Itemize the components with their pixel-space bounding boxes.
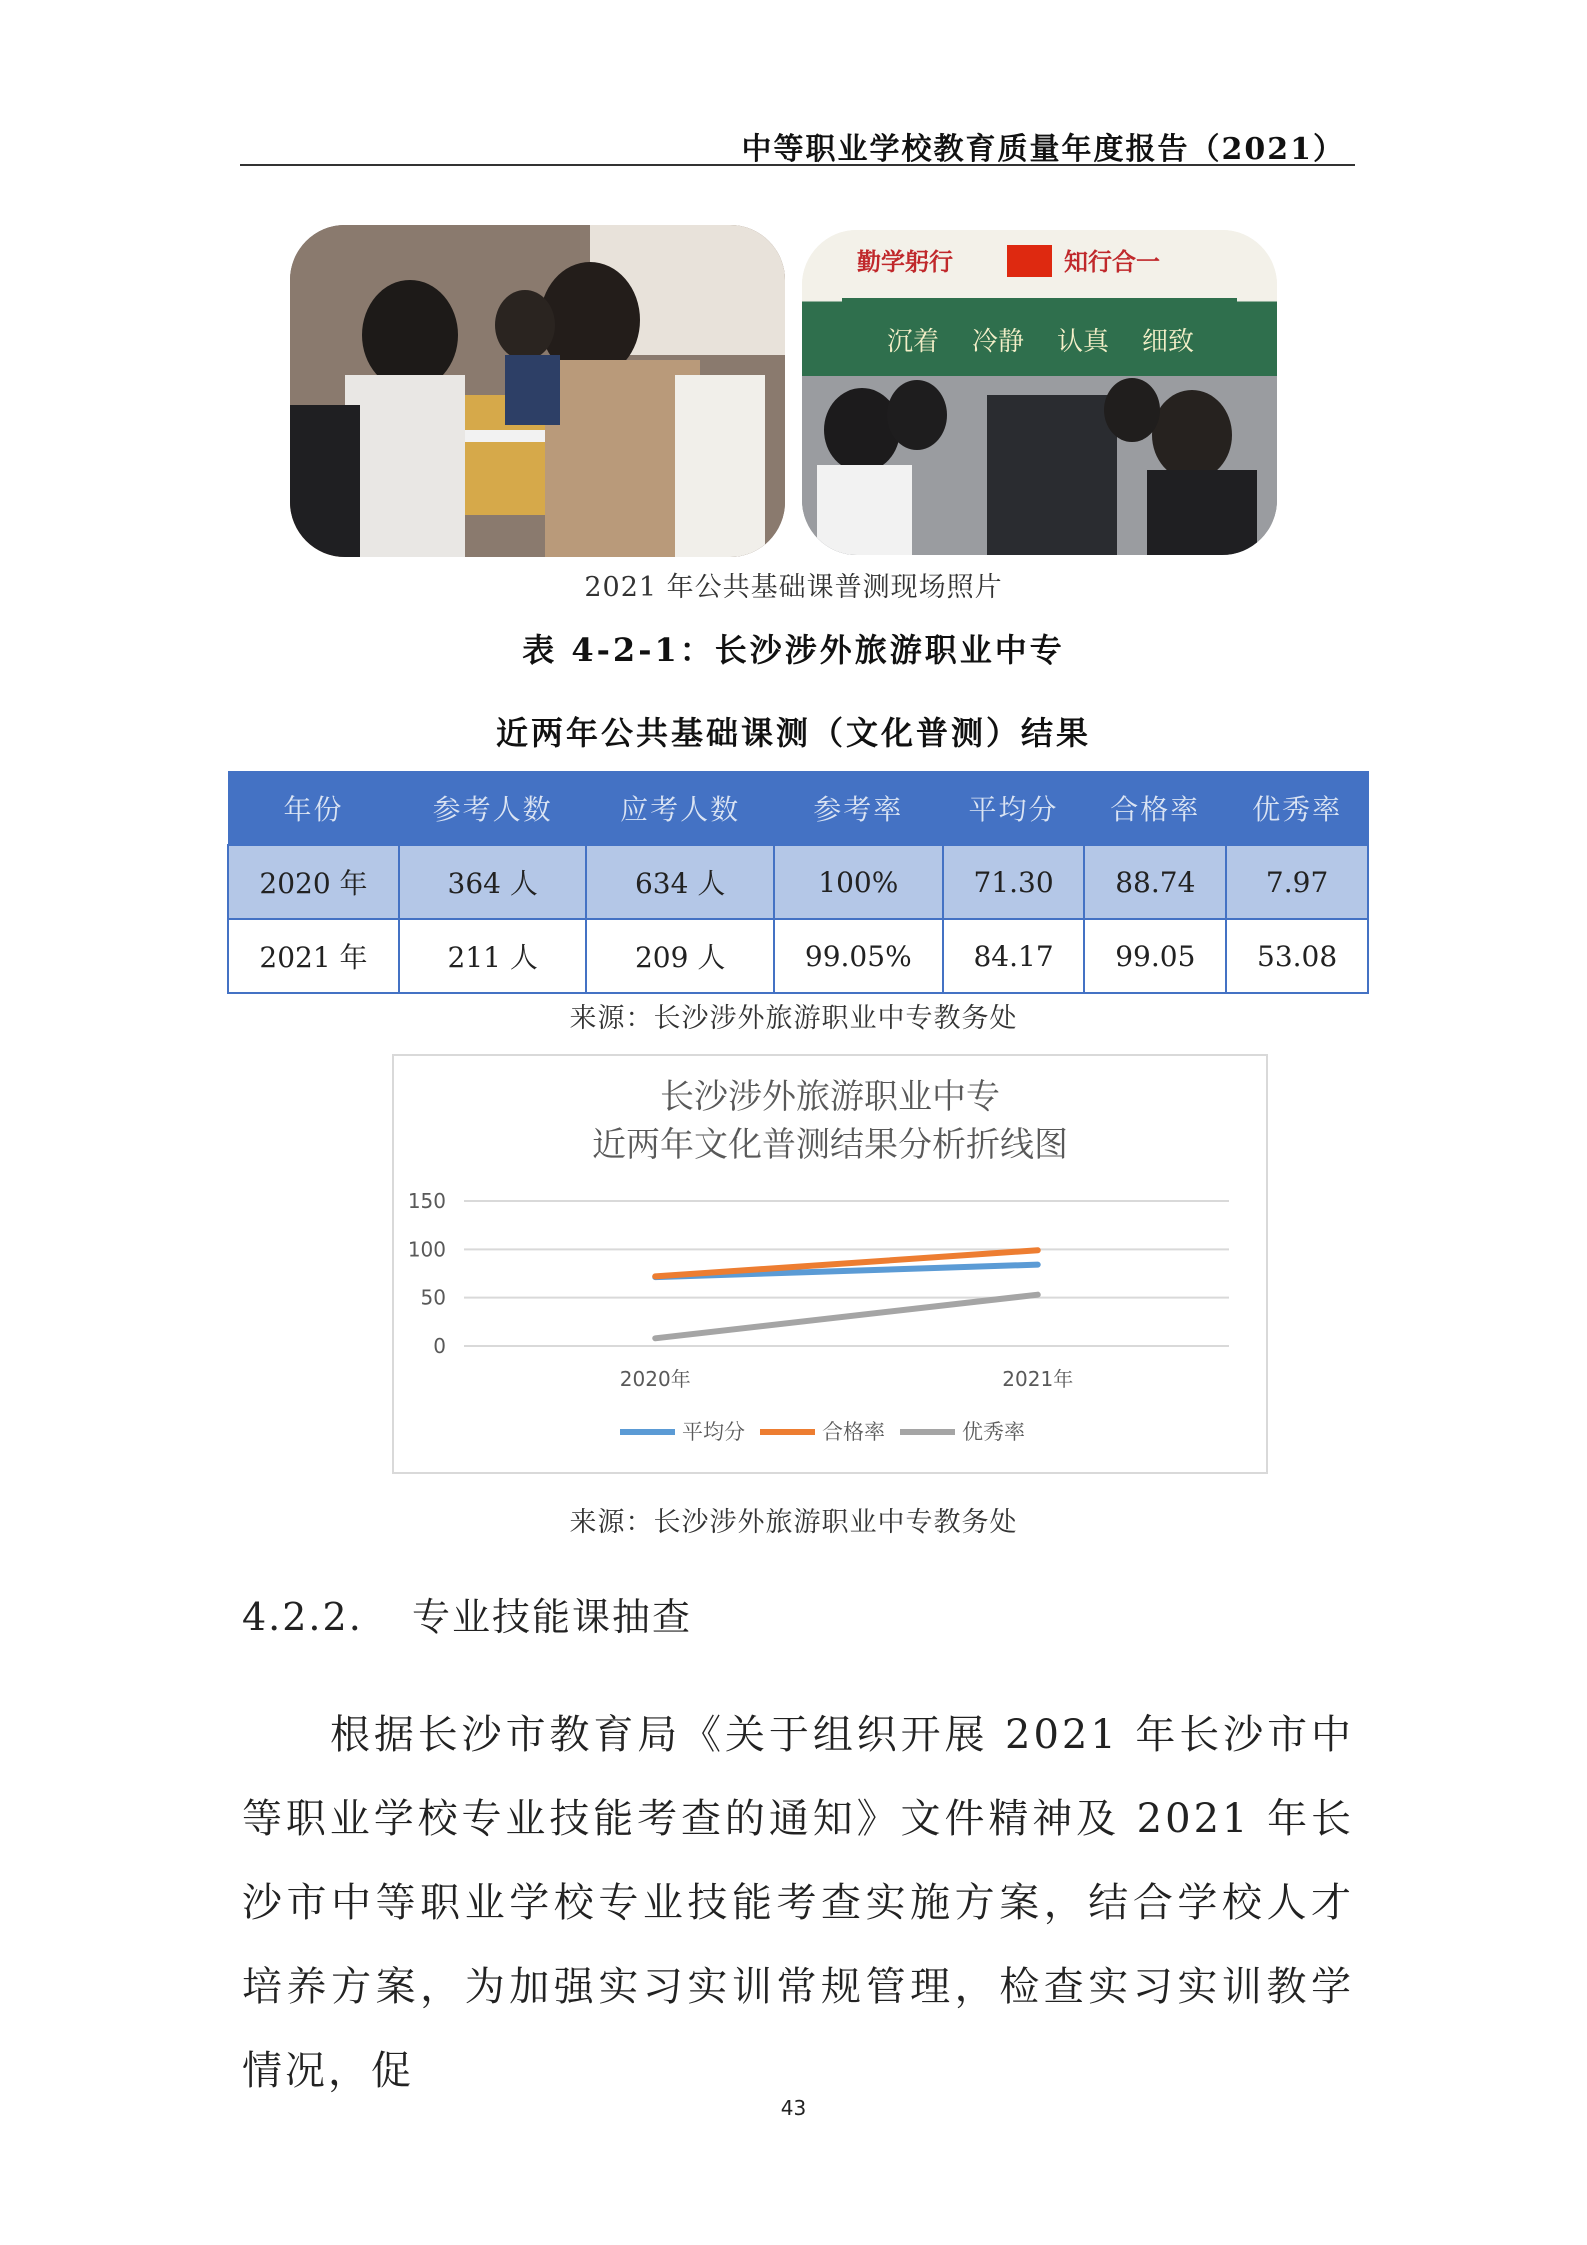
slogan-word-1: 沉着	[887, 327, 940, 357]
table-cell: 2021 年	[228, 919, 399, 993]
table-cell: 84.17	[943, 919, 1085, 993]
line-chart	[392, 1054, 1268, 1474]
slogan-word-4: 细致	[1142, 327, 1195, 357]
banner-left-text: 勤学躬行	[857, 247, 953, 276]
table-cell: 88.74	[1084, 845, 1226, 919]
table-cell: 364 人	[399, 845, 586, 919]
table-header-cell: 合格率	[1084, 772, 1226, 846]
table-cell: 99.05	[1084, 919, 1226, 993]
table-cell: 211 人	[399, 919, 586, 993]
table-header-cell: 应考人数	[586, 772, 773, 846]
x-tick-label: 2020年	[619, 1367, 691, 1391]
y-tick-label: 50	[420, 1285, 446, 1310]
table-cell: 634 人	[586, 845, 773, 919]
table-header-cell: 参考率	[774, 772, 943, 846]
series-line	[655, 1295, 1038, 1339]
table-cell: 2020 年	[228, 845, 399, 919]
chart-canvas	[394, 1056, 1266, 1472]
slogan-word-3: 认真	[1057, 327, 1110, 357]
banner-right-text: 知行合一	[1064, 247, 1160, 276]
chart-title: 长沙涉外旅游职业中专	[660, 1077, 1000, 1117]
table-cell: 53.08	[1226, 919, 1368, 993]
table-source: 来源：长沙涉外旅游职业中专教务处	[569, 1003, 1018, 1034]
section-number: 4.2.2.	[242, 1595, 363, 1639]
y-tick-label: 150	[407, 1189, 446, 1213]
table-cell: 100%	[774, 845, 943, 919]
table-row	[228, 919, 1368, 993]
table-cell: 71.30	[943, 845, 1085, 919]
table-cell: 99.05%	[774, 919, 943, 993]
table-header-cell: 优秀率	[1226, 772, 1368, 846]
photo-caption: 2021 年公共基础课普测现场照片	[584, 572, 1003, 603]
students-registering-photo	[290, 225, 785, 557]
legend-label: 优秀率	[962, 1420, 1025, 1444]
body-paragraph: 根据长沙市教育局《关于组织开展 2021 年长沙市中等职业学校专业技能考查的通知》文件精神及 2021 年长沙市中等职业学校专业技能考查实施方案，结合学校人才培养方案，为加强实习实训常规管理，检查实习实训教学情况，促	[242, 1712, 1354, 2094]
report-title: 中等职业学校教育质量年度报告（2021）	[741, 132, 1345, 167]
chart-subtitle: 近两年文化普测结果分析折线图	[592, 1125, 1068, 1165]
table-title-line2: 近两年公共基础课测（文化普测）结果	[495, 714, 1091, 752]
table-cell: 7.97	[1226, 845, 1368, 919]
chart-source: 来源：长沙涉外旅游职业中专教务处	[569, 1507, 1018, 1538]
section-heading	[242, 1586, 692, 1641]
page-number: 43	[780, 2096, 807, 2120]
slogan-word-2: 冷静	[972, 327, 1025, 357]
page-header	[240, 118, 1355, 166]
table-cell: 209 人	[586, 919, 773, 993]
table-header-cell: 年份	[228, 772, 399, 846]
table-row	[228, 845, 1368, 919]
x-tick-label: 2021年	[1002, 1367, 1074, 1391]
flag-icon	[1007, 245, 1052, 277]
legend-label: 平均分	[682, 1420, 745, 1444]
table-title-line1: 表 4-2-1：长沙涉外旅游职业中专	[522, 631, 1065, 669]
table-header-row	[228, 772, 1368, 846]
section-title: 专业技能课抽查	[412, 1595, 693, 1639]
y-tick-label: 0	[433, 1334, 446, 1358]
students-registering-illustration	[290, 225, 785, 557]
table-header-cell: 平均分	[943, 772, 1085, 846]
y-tick-label: 100	[407, 1237, 446, 1262]
computer-lab-photo	[802, 230, 1277, 555]
legend-label: 合格率	[822, 1420, 885, 1444]
computer-lab-illustration	[802, 230, 1277, 555]
results-table	[227, 771, 1369, 994]
table-header-cell: 参考人数	[399, 772, 586, 846]
